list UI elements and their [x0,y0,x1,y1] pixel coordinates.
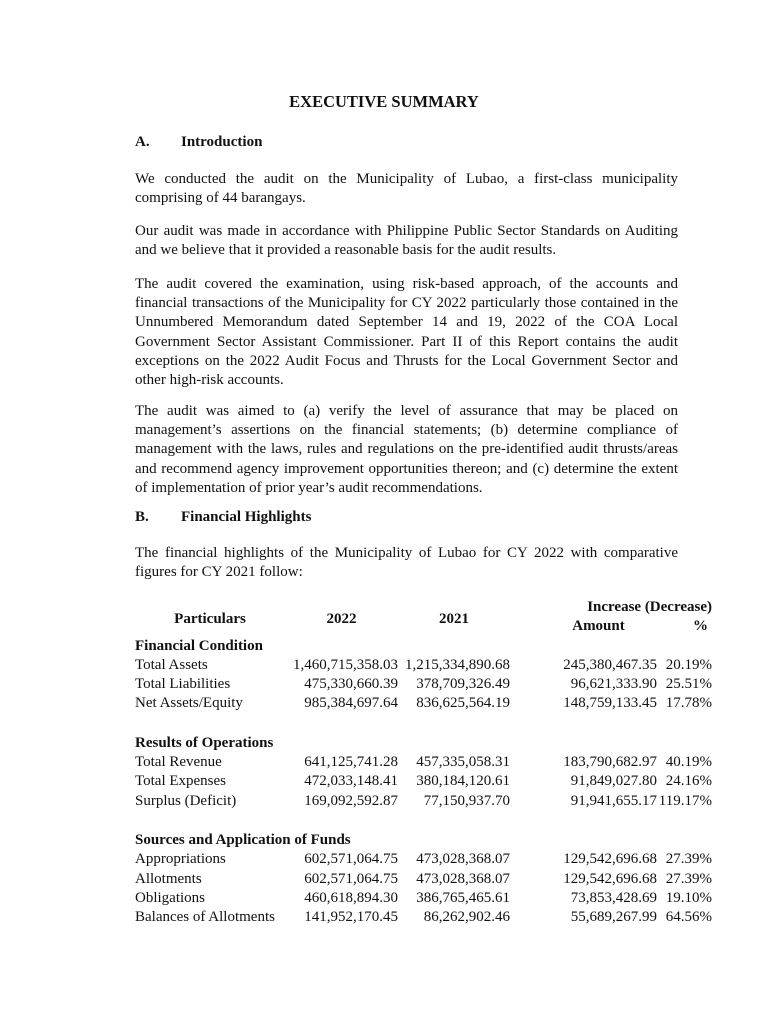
page-title: EXECUTIVE SUMMARY [289,92,479,111]
value-2022: 1,460,715,358.03 [293,656,398,673]
value-2021: 378,709,326.49 [416,676,510,693]
value-2021: 1,215,334,890.68 [405,656,510,673]
value-2021: 457,335,058.31 [416,754,510,771]
value-2022: 169,092,592.87 [304,792,398,809]
increase-amount: 96,621,333.90 [570,676,657,693]
value-2021: 380,184,120.61 [416,773,510,790]
table-row [135,889,712,908]
increase-amount: 148,759,133.45 [563,695,657,712]
row-label: Total Revenue [135,754,222,771]
increase-amount: 129,542,696.68 [563,870,657,887]
header-amount: Amount [572,618,625,635]
increase-amount: 129,542,696.68 [563,851,657,868]
financial-highlights-table [135,598,712,927]
row-label: Total Assets [135,656,208,673]
value-2022: 641,125,741.28 [304,754,398,771]
row-label: Appropriations [135,851,226,868]
increase-percent: 25.51% [665,676,712,693]
table-row [135,792,712,811]
row-label: Total Liabilities [135,676,231,693]
group-header-row [135,734,712,753]
value-2021: 386,765,465.61 [416,889,510,906]
group-name: Results of Operations [135,734,274,751]
increase-percent: 19.10% [665,889,712,906]
row-label: Allotments [135,870,202,887]
increase-percent: 17.78% [665,695,712,712]
increase-percent: 27.39% [665,870,712,887]
section-letter: A. [135,134,150,150]
value-2022: 472,033,148.41 [304,773,398,790]
increase-amount: 55,689,267.99 [570,909,657,926]
spacer-row [135,714,712,734]
increase-percent: 27.39% [665,851,712,868]
table-row [135,675,712,694]
intro-paragraph: Our audit was made in accordance with Philippine Public Sector Standards on Auditing and we believe that it provided a reasonable basis for the audit results. [135,223,678,259]
row-label: Obligations [135,889,205,906]
section-name: Financial Highlights [181,509,312,525]
increase-amount: 73,853,428.69 [570,889,657,906]
value-2022: 602,571,064.75 [304,870,398,887]
row-label: Total Expenses [135,773,227,790]
table-row [135,694,712,713]
value-2022: 141,952,170.45 [304,909,398,926]
header-2021: 2021 [439,610,469,627]
section-letter: B. [135,509,149,525]
table-row [135,772,712,791]
value-2021: 77,150,937.70 [423,792,510,809]
header-particulars: Particulars [174,610,246,627]
table-row [135,753,712,772]
highlights-paragraph: The financial highlights of the Municipality of Lubao for CY 2022 with comparative figures for CY 2021 follow: [135,545,678,581]
value-2021: 836,625,564.19 [416,695,510,712]
value-2021: 473,028,368.07 [416,851,510,868]
increase-amount: 91,941,655.17 [570,792,657,809]
intro-paragraph: The audit covered the examination, using risk-based approach, of the accounts and financial transactions of the Municipality for CY 2022 particularly those contained in the Unnumbered Memorandum dated September 14 and 19, 2022 of the COA Local Government Sector Assistant Commissioner. Part II of this Report contains the audit exceptions on the 2022 Audit Focus and Thrusts for the Local Government Sector and other high-risk accounts. [135,276,678,389]
increase-percent: 119.17% [658,792,712,809]
group-header-row [135,637,712,656]
section-name: Introduction [181,134,263,150]
increase-percent: 40.19% [665,754,712,771]
table-row [135,656,712,675]
value-2021: 86,262,902.46 [423,909,510,926]
table-row [135,870,712,889]
row-label: Balances of Allotments [135,909,275,926]
table-row [135,850,712,869]
group-header-row [135,831,712,850]
table-row [135,908,712,927]
spacer-row [135,811,712,831]
row-label: Net Assets/Equity [135,695,243,712]
row-label: Surplus (Deficit) [135,792,237,809]
intro-paragraph: We conducted the audit on the Municipality of Lubao, a first-class municipality comprising of 44 barangays. [135,171,678,207]
value-2022: 985,384,697.64 [304,695,398,712]
value-2022: 602,571,064.75 [304,851,398,868]
increase-percent: 64.56% [665,909,712,926]
group-name: Sources and Application of Funds [135,831,351,848]
value-2021: 473,028,368.07 [416,870,510,887]
header-2022: 2022 [326,610,357,627]
value-2022: 460,618,894.30 [304,889,398,906]
intro-paragraph: The audit was aimed to (a) verify the level of assurance that may be placed on management’s assertions on the financial statements; (b) determine compliance of management with the laws, rules and regulations on the pre-identified audit thrusts/areas and recommend agency improvement opportunities thereon; and (c) determine the extent of implementation of prior year’s audit recommendations. [135,403,678,496]
increase-amount: 91,849,027.80 [570,773,657,790]
header-increase: Increase (Decrease) [587,599,712,615]
header-percent: % [693,618,708,635]
value-2022: 475,330,660.39 [304,676,398,693]
increase-amount: 245,380,467.35 [563,656,657,673]
increase-percent: 24.16% [665,773,712,790]
group-name: Financial Condition [135,637,263,654]
increase-amount: 183,790,682.97 [563,754,657,771]
increase-percent: 20.19% [665,656,712,673]
